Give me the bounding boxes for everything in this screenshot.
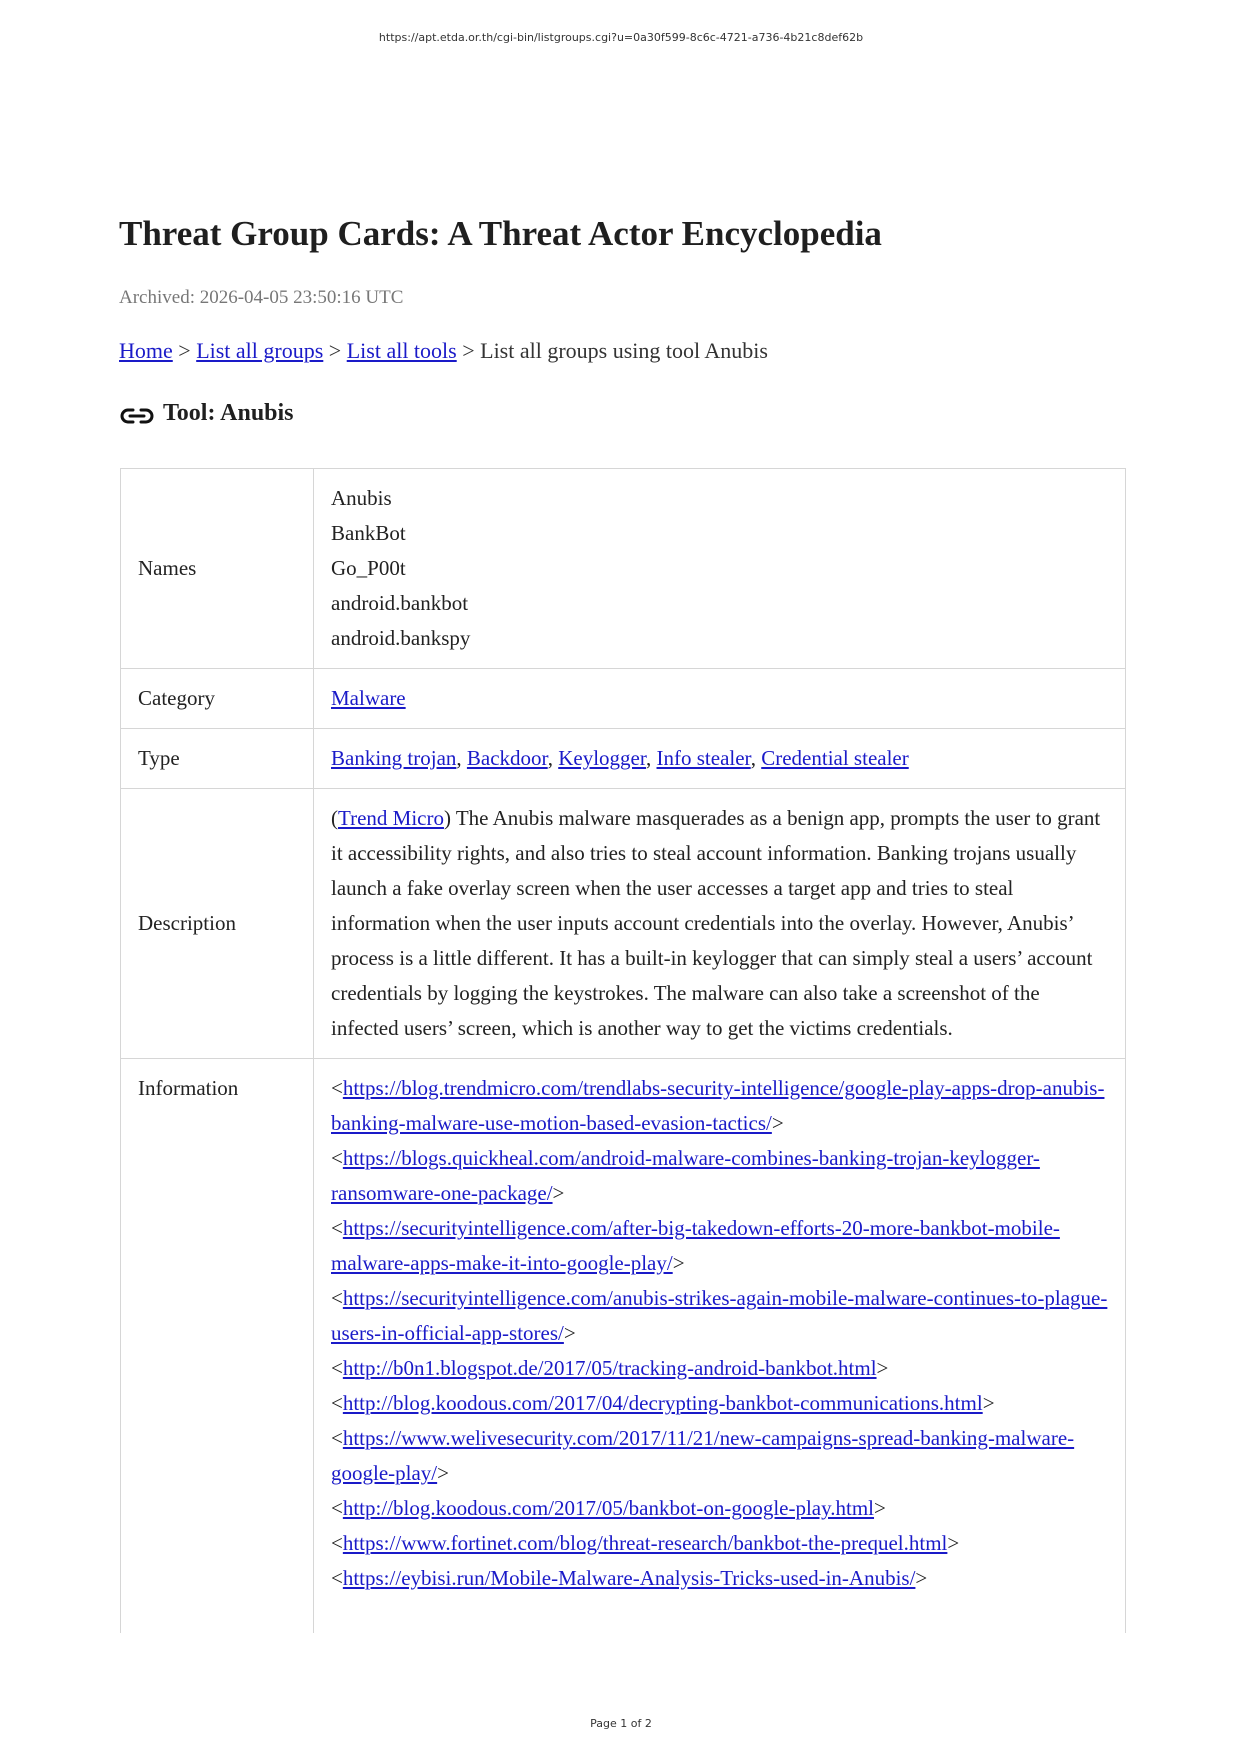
information-link[interactable]: https://securityintelligence.com/anubis-strikes-again-mobile-malware-continues-to-plague-users-in-official-app-stores/ (331, 1286, 1108, 1345)
description-paren: ( (331, 806, 338, 830)
breadcrumb-list-groups-link[interactable]: List all groups (196, 338, 324, 363)
breadcrumb-home-link[interactable]: Home (119, 338, 173, 363)
archived-timestamp: Archived: 2026-04-05 23:50:16 UTC (119, 287, 404, 308)
type-separator: , (547, 746, 559, 770)
angle-bracket-close: > (563, 1321, 576, 1345)
information-link[interactable]: http://blog.koodous.com/2017/05/bankbot-on-google-play.html (342, 1496, 875, 1520)
information-link[interactable]: https://blog.trendmicro.com/trendlabs-security-intelligence/google-play-apps-drop-anubis-banking-malware-use-motion-based-evasion-tactics/ (331, 1076, 1105, 1135)
angle-bracket-open: < (331, 1216, 343, 1240)
breadcrumb (119, 338, 768, 364)
angle-bracket-close: > (876, 1356, 889, 1380)
information-link[interactable]: http://blog.koodous.com/2017/04/decrypting-bankbot-communications.html (342, 1391, 983, 1415)
type-cell (314, 729, 1126, 789)
angle-bracket-close: > (947, 1531, 960, 1555)
list-item (331, 1491, 1108, 1526)
angle-bracket-open: < (331, 1566, 343, 1590)
tool-heading (119, 400, 294, 427)
list-item (331, 1281, 1108, 1351)
angle-bracket-close: > (982, 1391, 995, 1415)
information-link[interactable]: https://securityintelligence.com/after-big-takedown-efforts-20-more-bankbot-mobile-malware-apps-make-it-into-google-play/ (331, 1216, 1060, 1275)
name-item: Anubis (331, 486, 392, 510)
tool-info-table (120, 468, 1126, 1633)
name-item: Go_P00t (331, 556, 406, 580)
angle-bracket-open: < (331, 1391, 343, 1415)
angle-bracket-open: < (331, 1496, 343, 1520)
angle-bracket-open: < (331, 1076, 343, 1100)
angle-bracket-close: > (672, 1251, 685, 1275)
type-link[interactable]: Backdoor (466, 746, 548, 770)
angle-bracket-close: > (771, 1111, 784, 1135)
type-link[interactable]: Info stealer (656, 746, 751, 770)
list-item (331, 1211, 1108, 1281)
description-text: ) The Anubis malware masquerades as a benign app, prompts the user to grant it accessibility rights, and also tries to steal account information. Banking trojans usually launch a fake overlay screen when the user accesses a target app and tries to steal information when the user inputs account credentials into the overlay. However, Anubis’ process is a little different. It has a built-in keylogger that can simply steal a users’ account credentials by logging the keystrokes. The malware can also take a screenshot of the infected users’ screen, which is another way to get the victims credentials. (331, 806, 1101, 1040)
tool-title: Tool: Anubis (163, 400, 294, 426)
table-row-information (121, 1059, 1126, 1634)
type-separator: , (456, 746, 467, 770)
names-label: Names (121, 469, 314, 669)
type-link[interactable]: Credential stealer (761, 746, 909, 770)
description-source-link[interactable]: Trend Micro (338, 806, 444, 830)
information-label: Information (121, 1059, 314, 1634)
table-row-names (121, 469, 1126, 669)
breadcrumb-current: > List all groups using tool Anubis (456, 338, 768, 363)
category-link[interactable]: Malware (331, 686, 406, 710)
angle-bracket-close: > (915, 1566, 928, 1590)
description-label: Description (121, 789, 314, 1059)
angle-bracket-open: < (331, 1286, 343, 1310)
page-number: Page 1 of 2 (590, 1717, 652, 1730)
link-icon (119, 405, 155, 427)
list-item (331, 1421, 1108, 1491)
information-link[interactable]: http://b0n1.blogspot.de/2017/05/tracking-android-bankbot.html (342, 1356, 877, 1380)
angle-bracket-open: < (331, 1531, 343, 1555)
list-item (331, 1561, 1108, 1596)
information-cell (314, 1059, 1126, 1634)
type-label: Type (121, 729, 314, 789)
type-link[interactable]: Banking trojan (331, 746, 457, 770)
angle-bracket-open: < (331, 1426, 343, 1450)
description-cell (314, 789, 1126, 1059)
list-item (331, 1141, 1108, 1211)
names-cell (314, 469, 1126, 669)
type-separator: , (646, 746, 657, 770)
list-item (331, 1386, 1108, 1421)
breadcrumb-list-tools-link[interactable]: List all tools (346, 338, 457, 363)
angle-bracket-open: < (331, 1356, 343, 1380)
angle-bracket-close: > (552, 1181, 565, 1205)
list-item (331, 1071, 1108, 1141)
category-cell (314, 669, 1126, 729)
name-item: android.bankbot (331, 591, 469, 615)
name-item: BankBot (331, 521, 406, 545)
information-link[interactable]: https://eybisi.run/Mobile-Malware-Analysis-Tricks-used-in-Anubis/ (342, 1566, 916, 1590)
print-header-url: https://apt.etda.or.th/cgi-bin/listgroups.cgi?u=0a30f599-8c6c-4721-a736-4b21c8def62b (378, 31, 864, 44)
information-link[interactable]: https://www.fortinet.com/blog/threat-research/bankbot-the-prequel.html (342, 1531, 948, 1555)
type-link[interactable]: Keylogger (558, 746, 647, 770)
list-item (331, 1526, 1108, 1561)
angle-bracket-close: > (874, 1496, 886, 1520)
table-row-type (121, 729, 1126, 789)
angle-bracket-close: > (437, 1461, 449, 1485)
table-row-category (121, 669, 1126, 729)
breadcrumb-separator: > (172, 338, 197, 363)
information-link[interactable]: https://www.welivesecurity.com/2017/11/21/new-campaigns-spread-banking-malware-google-play/ (331, 1426, 1075, 1485)
category-label: Category (121, 669, 314, 729)
angle-bracket-open: < (331, 1146, 343, 1170)
name-item: android.bankspy (331, 626, 471, 650)
page-title: Threat Group Cards: A Threat Actor Encyclopedia (119, 214, 882, 253)
breadcrumb-separator: > (323, 338, 347, 363)
information-link[interactable]: https://blogs.quickheal.com/android-malware-combines-banking-trojan-keylogger-ransomware-one-package/ (331, 1146, 1040, 1205)
table-row-description (121, 789, 1126, 1059)
type-separator: , (750, 746, 762, 770)
list-item (331, 1351, 1108, 1386)
